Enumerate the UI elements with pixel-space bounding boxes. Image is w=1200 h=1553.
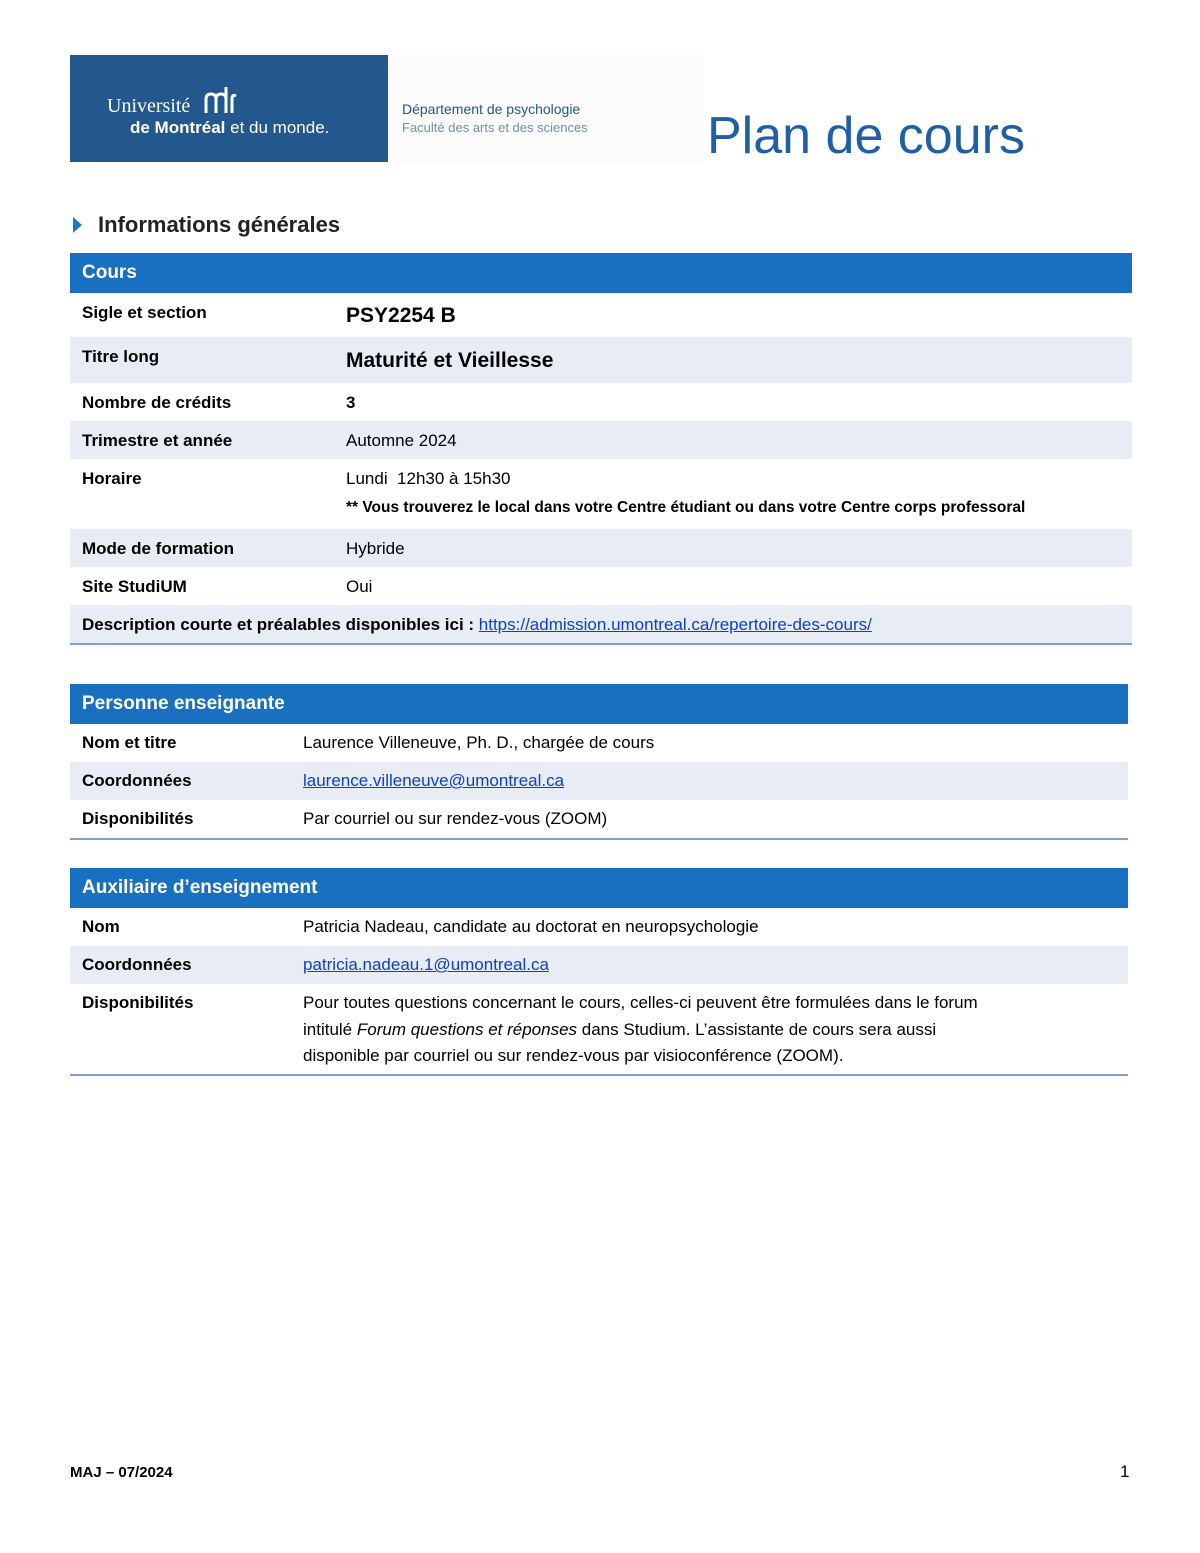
assistant-name-value: Patricia Nadeau, candidate au doctorat en neuropsychologie xyxy=(303,917,759,936)
course-table-header: Cours xyxy=(70,253,1132,293)
description-label: Description courte et préalables disponibles ici : xyxy=(82,615,479,634)
table-row xyxy=(70,605,1132,643)
titre-label: Titre long xyxy=(82,347,160,366)
table-row xyxy=(70,529,1132,567)
logo-line2-bold: de Montréal xyxy=(130,118,226,137)
table-row xyxy=(70,800,1128,838)
table-row xyxy=(70,337,1132,383)
table-bottom-border xyxy=(70,838,1128,840)
table-row xyxy=(70,459,1132,529)
credits-label: Nombre de crédits xyxy=(82,393,232,412)
dispo-line2-end: dans Studium. L’assistante de cours sera aussi xyxy=(577,1020,937,1039)
sigle-label: Sigle et section xyxy=(82,303,207,322)
instructor-table xyxy=(70,684,1128,840)
course-table xyxy=(70,253,1132,645)
triangle-right-icon xyxy=(73,217,82,233)
table-bottom-border xyxy=(70,1074,1128,1076)
table-row xyxy=(70,762,1128,800)
faculty-name: Faculté des arts et des sciences xyxy=(402,120,588,135)
logo-line1: Université xyxy=(107,95,191,117)
table-row xyxy=(70,293,1132,337)
site-label: Site StudiUM xyxy=(82,577,187,596)
titre-value: Maturité et Vieillesse xyxy=(346,349,554,372)
assistant-coord-label: Coordonnées xyxy=(82,955,192,974)
horaire-label: Horaire xyxy=(82,469,142,488)
section-title: Informations générales xyxy=(98,212,341,237)
assistant-table-header: Auxiliaire d’enseignement xyxy=(70,868,1128,908)
table-row xyxy=(70,984,1128,1074)
instructor-name-value: Laurence Villeneuve, Ph. D., chargée de cours xyxy=(303,733,655,752)
credits-value: 3 xyxy=(346,393,356,412)
instructor-name-label: Nom et titre xyxy=(82,733,177,752)
footer-update-date: MAJ – 07/2024 xyxy=(70,1464,173,1481)
page-number: 1 xyxy=(1120,1462,1130,1481)
table-row xyxy=(70,421,1132,459)
description-row xyxy=(82,615,872,635)
udem-logo xyxy=(70,55,388,162)
assistant-table xyxy=(70,868,1128,1076)
instructor-coord-label: Coordonnées xyxy=(82,771,192,790)
table-row xyxy=(70,724,1128,762)
assistant-name-label: Nom xyxy=(82,917,120,936)
table-bottom-border xyxy=(70,643,1132,645)
course-directory-link[interactable]: https://admission.umontreal.ca/repertoire-des-cours/ xyxy=(478,615,872,634)
assistant-dispo-line2 xyxy=(303,1020,936,1040)
instructor-email-link[interactable]: laurence.villeneuve@umontreal.ca xyxy=(303,771,565,790)
table-row xyxy=(70,946,1128,984)
instructor-table-header: Personne enseignante xyxy=(70,684,1128,724)
instructor-dispo-value: Par courriel ou sur rendez-vous (ZOOM) xyxy=(303,809,608,828)
mode-value: Hybride xyxy=(346,539,405,558)
trimestre-value: Automne 2024 xyxy=(346,431,457,450)
section-heading xyxy=(73,212,340,238)
assistant-email-link[interactable]: patricia.nadeau.1@umontreal.ca xyxy=(303,955,549,974)
udem-logo-mark-icon xyxy=(203,85,239,115)
logo-line2-light: et du monde. xyxy=(225,118,330,137)
logo-line2 xyxy=(130,118,329,138)
assistant-dispo-line3: disponible par courriel ou sur rendez-vous par visioconférence (ZOOM). xyxy=(303,1046,844,1065)
dispo-line2-start: intitulé xyxy=(303,1020,357,1039)
department-name: Département de psychologie xyxy=(402,101,581,117)
document-title: Plan de cours xyxy=(707,107,1025,165)
mode-label: Mode de formation xyxy=(82,539,235,558)
site-value: Oui xyxy=(346,577,373,596)
sigle-value: PSY2254 B xyxy=(346,304,456,327)
department-logo xyxy=(388,55,704,162)
forum-name: Forum questions et réponses xyxy=(356,1020,578,1039)
instructor-dispo-label: Disponibilités xyxy=(82,809,194,828)
assistant-dispo-line1: Pour toutes questions concernant le cours, celles-ci peuvent être formulées dans le forum xyxy=(303,993,978,1012)
table-row xyxy=(70,383,1132,421)
horaire-value: Lundi 12h30 à 15h30 xyxy=(346,469,511,488)
table-row xyxy=(70,908,1128,946)
assistant-dispo-label: Disponibilités xyxy=(82,993,194,1012)
horaire-note: ** Vous trouverez le local dans votre Centre étudiant ou dans votre Centre corps professoral xyxy=(346,499,1026,516)
table-row xyxy=(70,567,1132,605)
trimestre-label: Trimestre et année xyxy=(82,431,233,450)
